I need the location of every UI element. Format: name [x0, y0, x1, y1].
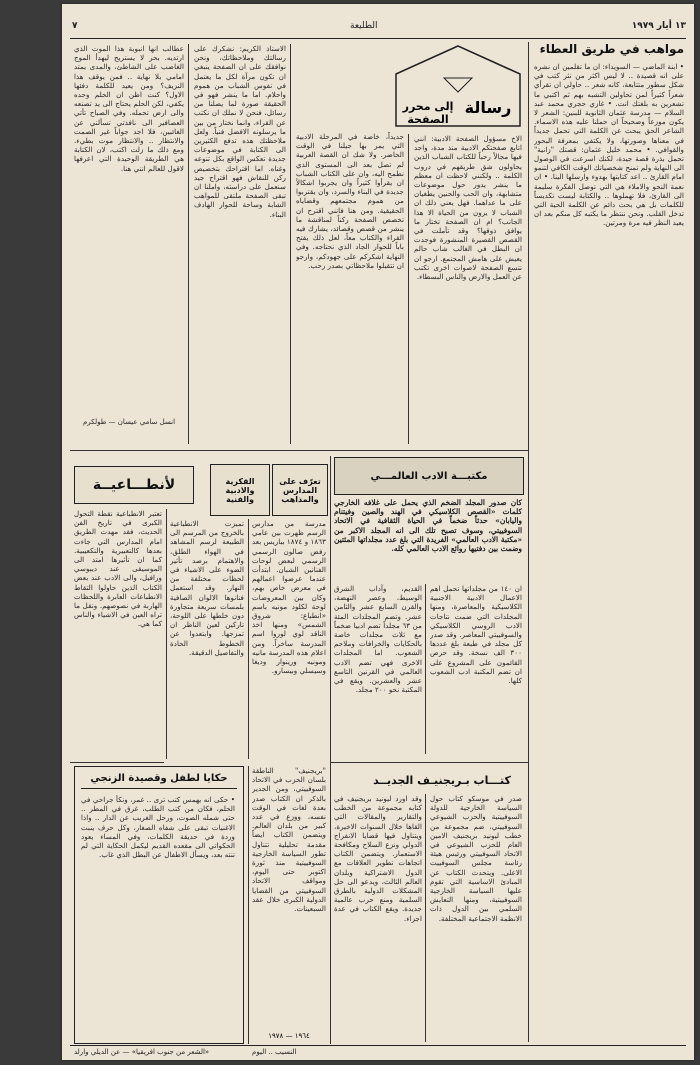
story-body: • حكى انه يهمس كتب ترى .. غمر، ونكأ جراحي في الحلم، فكان من كتب الطلب، غرق في المطر .. حتى شمله الصوت، ورحل الغريب عن الدار .. واذا الاغنيات تبقى على شفاه الصغار، وكل حرف ينبت وردة في حديقة الكلمات، وفي المساء يعود الحكواتي الى مقعده القديم ليكمل الحكاية التي لم تنته بعد، ويسأل الاطفال عن البطل الذي غاب. — [81, 795, 235, 860]
story-box — [74, 766, 244, 1044]
column-divider — [248, 766, 249, 1044]
library-col-1: ان ١٤٠ من مجلداتها تحمل اهم الاعمال الادبية الاجنبية الكلاسيكية والمعاصرة، ومنها المجلدات التي ضمت نتاجات الادب الروسي الكلاسيكي والسوفييتي المعاصر. وقد صدر كل مجلد في طبعة بلغ عددها ٣٠٠ الف نسخة. وقد حرص القائمون على المشروع على ان تضم المكتبة ادب الشعوب كلها. — [430, 584, 522, 686]
right-column-body: • ابنة الماضي — السويداء: ان ما تقلمين ان نشره على انه قصيدة .. لا ليس اكثر من نثر كتب في شكل سطور متتابعة، كانه شعر .. حاولي ان تقرأي شعراً كثيراً لمن تحاولين التشبه بهم ثم اكتبي ما تشعرين به بلغتك انت. • غازي حجري محمد عبد السلام — مدرسة عثمان الثانوية للبنين: الشعر لا يكون موزعاً وصحيحاً ان حملنا عليه هذه الاسماء. الشاعر الحق يبحث عن الكلمة التي تحمل جديداً في معناها وصورتها، ولا يكتفي بمعرفة البحور والقوافي. • محمد خليل عثمان: قصتك "زانية" تحمل بذرة قصة جيدة، لكنك اسرعت في الوصول الى النهاية ولم تمنح شخصياتك الوقت الكافي لتنمو امام القارئ .. اعد كتابتها بهدوء وارسلها الينا. • ان نعمة النحو والاملاء هي التي توصل الفكرة سليمة الى القارئ، فلا تهملوها .. والكتابة ليست تكديساً للكلمات بل هي بحث دائم عن الكلمة الحية التي تدخل القلب. ونحن ننتظر ما يكتبه كل منكم بعد ان يعيد النظر فيه مرة ومرتين. — [534, 62, 684, 228]
poster-box-top — [210, 464, 270, 516]
book-col-1: صدر في موسكو كتاب حول السياسة الخارجية للدولة السوفييتية والحزب الشيوعي السوفييتي، ضم مجموعة من خطب ليونيد بريجنيف الامين العام للحزب الشيوعي في الاتحاد السوفييتي ورئيس هيئة رئاسة مجلس السوفييت الاعلى. ويتحدث الكتاب عن المبادئ الاساسية التي تقوم عليها السياسة الخارجية السوفييتية، ومنها التعايش السلمي بين الدول ذات الانظمة الاجتماعية المختلفة. — [430, 794, 522, 923]
column-divider — [290, 44, 291, 444]
footer-right: «الشعر من جنوب افريقيا» — عن الديلي وارلد — [74, 1048, 210, 1056]
poster-top-text: القكرية والادبية والفنية — [225, 476, 255, 504]
publication-name: الطليعة — [350, 21, 378, 31]
column-divider — [425, 794, 426, 1042]
header-rule — [70, 38, 686, 39]
library-lead: كان صدور المجلد الضخم الذي يحمل على غلافه الخارجي كلمات «القصص الكلاسيكي في الهند والصين وفيتنام واليابان» حدثاً ضخماً في الحياة الثقافية في الاتحاد السوفييتي، وسوف تصبح تلك الى انه المجلد الاكبر من «مكتبة الادب العالمي» الفريدة التي بلغ عدد مجلداتها المئتين وضمت بين دفتيها روائع الادب العالمي كله. — [334, 498, 522, 554]
issue-date: ١٣ أيار ١٩٧٩ — [631, 21, 686, 31]
library-col-2: القديم، وآداب الشرق الوسيط، وعصر النهضة، والقرن السابع عشر والثامن عشر. وتضم المجلدات المئة من ٦٣ مجلداً تضم ادبيا ضخماً مع ثلاث مجلدات خاصة بالحكايات والخرافات وملاحم الشعوب. اما المجلدات الاخرى فهي تضم الادب العالمي في القرنين التاسع عشر والعشرين. ويقع في المكتبة نحو ٢٠٠ مجلد. — [334, 584, 422, 695]
middle-col-3: تعتبر الانطباعية نقطة التحول الكبرى في تاريخ الفن الحديث، فقد مهدت الطريق امام المدارس التي جاءت بعدها كالتعبيرية والتكعيبية. كما ان تأثيرها امتد الى الموسيقى عند ديبوسي ورافيل، والى الادب عند بعض الكتاب الذين حاولوا التقاط الانطباعات العابرة واللحظات الهاربة في نصوصهم. ونقل ما تراه العين في الاشياء والناس كما هي. — [74, 509, 162, 629]
letter-col-1: الاخ مسؤول الصفحة الادبية: انني اتابع صفحتكم الادبية منذ مدة، واجد فيها مجالاً رحباً للكتاب الشباب الذين يحاولون شق طريقهم في دروب الكلمة .. ولكنني لاحظت ان معظم ما ينشر يدور حول موضوعات متشابهة، وان الحب والحنين يطغيان على ما عداهما. فهل يعني ذلك ان الشباب لا يرون من الحياة الا هذا الجانب؟ ام ان الصفحة تختار ما يوافق ذوقها؟ وقد تأملت في القصص القصيرة المنشورة فوجدت ان البطل في الغالب شاب حالم يعيش على هامش المجتمع. ارجو ان تتسع الصفحة لاصوات اخرى تكتب عن العمل والارض والناس البسطاء. — [414, 134, 522, 282]
letter-col-2: جديداً، خاصة في المرحلة الادبية التي يمر بها جيلنا في الوقت الحاضر. ولا شك ان القصة العربية لم تصل بعد الى المستوى الذي نطمح اليه، وان على الكتاب الشباب ان يقرأوا كثيراً وان يجربوا اشكالاً جديدة في البناء والسرد، وان يقتربوا من هموم مجتمعهم وقضاياه الحقيقية. ومن هنا فانني اقترح ان تخصص الصفحة ركناً لمناقشة ما ينشر من قصص وقصائد، يشارك فيه القراء والكتاب معاً، لعل ذلك يفتح باباً للحوار الجاد الذي نحتاجه. وفي النهاية اشكركم على جهودكم، وارجو ان تتقبلوا ملاحظاتي بصدر رحب. — [296, 132, 404, 270]
right-column-headline: مواهب في طريق العطاء — [539, 42, 684, 56]
footer-left: النسيب .. اليوم — [252, 1048, 297, 1056]
impressionism-title: لأنطـــاعيــة — [92, 477, 176, 493]
library-headline-box — [334, 457, 524, 495]
impressionism-title-box — [74, 466, 194, 504]
poster-box-bottom — [272, 464, 328, 516]
letter-subtitle: إلى محرر الصفحة — [402, 100, 454, 126]
book-col-3: "بريجنيف" الناطقة بلسان الحزب في الاتحاد السوفييتي، ومن الجدير بالذكر ان الكتاب صدر بعدة لغات في الوقت نفسه، ووزع في عدد كبير من بلدان العالم. ويتضمن الكتاب ايضاً مقدمة تحليلية تتناول تطور السياسة الخارجية السوفييتية منذ ثورة اكتوبر حتى اليوم، ومواقف الاتحاد السوفييتي من القضايا الدولية الكبرى خلال عقد السبعينات. — [252, 766, 326, 914]
poster-bottom-text: تعرّف على المدارس والمذاهب — [279, 476, 321, 504]
library-headline: مكتبـــة الادب العالمـــي — [370, 471, 488, 482]
letter-signature: انسل سامي عيسان — طولكرم — [82, 418, 176, 426]
column-divider — [330, 764, 331, 1044]
book-col-2: وقد اورد ليونيد بريجنيف في كتابه مجموعة من الخطب والتقارير والمقالات التي القاها خلال السنوات الاخيرة، ويتناول فيها قضايا الانفراج الدولي ونزع السلاح ومكافحة الاستعمار. ويتضمن الكتاب اتجاهات تطوير العلاقات مع الدول الاشتراكية وبلدان العالم الثالث، ويدعو الى حل المشكلات الدولية بالطرق السلمية ومنع حرب عالمية جديدة. ويقع الكتاب في عدة اجزاء. — [334, 794, 422, 923]
section-rule — [330, 762, 528, 763]
section-rule — [70, 762, 164, 763]
page-header — [70, 18, 686, 36]
letter-col-3: الاستاذ الكريم: نشكرك على رسالتك وملاحظاتك، ونحن نوافقك على ان الصفحة ينبغي ان تكون مرآة لكل ما يعتمل في نفوس الشباب من هموم واحلام. اما ما ينشر فهو في الحقيقة صورة لما يصلنا من رسائل، فنحن لا نملك ان نكتب عن القراء، وانما نختار من بين ما يرسلونه الافضل فنياً. ولعل ملاحظتك هذه تدفع الكثيرين الى الكتابة في موضوعات جديدة تعكس الواقع بكل تنوعه وغناه. اما اقتراحك بتخصيص ركن للنقاش فهو اقتراح جيد سنعمل على دراسته، واملنا ان تبقى الصفحة ملتقى للمواهب الشابة وساحة للحوار الهادف البناء. — [194, 44, 286, 219]
section-rule — [70, 450, 528, 451]
letter-title: رسالة — [464, 98, 512, 117]
column-divider — [528, 42, 529, 1042]
page-number: ٧ — [72, 21, 78, 31]
column-divider — [408, 134, 409, 444]
book-dates: ١٩٦٤ — ١٩٧٨ — [268, 1032, 310, 1040]
middle-col-1: مدرسة من مدارس الرسم ظهرت بين عامي ١٨٦٣ و ١٨٧٤ بباريس بعد رفض صالون الرسمي الرسمي لبعض لوحات الفنانين الشبان. ابتدأت عندما عرضوا اعمالهم في معرض خاص بهم، وكان بين المعروضات لوحة لكلود مونيه باسم «انطباع: شروق الشمس» ومنها اخذ الناقد لوي لوروا اسم المدرسة ساخراً. ومن اعلام هذه المدرسة مانيه ومونيه ورينوار وديغا وسيسلي وبيسارو. — [252, 519, 326, 676]
column-divider — [248, 519, 249, 759]
book-headline: كتـــاب بـريجنيـف الجديــد — [373, 774, 511, 787]
newspaper-page — [62, 4, 694, 1060]
column-divider — [330, 456, 331, 766]
column-divider — [188, 44, 189, 444]
footer-rule — [70, 1045, 686, 1046]
column-divider — [425, 584, 426, 754]
column-divider — [166, 509, 167, 759]
story-headline: حكايا لطفل وقصيدة الزنجي — [81, 773, 237, 789]
letter-col-4: عطالب انها انبوبة هذا الموت الذي ارتديه. بحر لا يستريح ليهدأ الموج الغاضب على الشاطئ، والمدى يمتد امامي بلا نهاية .. فمن يوقف هذا النزيف؟ ومن يعيد للكلمة دفئها الاول؟ كنت اظن ان الحلم وحده يكفي، لكن الحلم يحتاج الى يد تصنعه والى ارض تحمله. وفي الصباح تأتي العصافير الى نافذتي تسألني عن الغائبين، فلا اجد جواباً غير الصمت والانتظار .. والانتظار موت بطيء. ومع ذلك ما زلت اكتب، لان الكتابة هي الطريقة الوحيدة التي اعرفها لاقول للعالم انني هنا. — [74, 44, 184, 173]
middle-col-2: تميزت الانطباعية بالخروج من المرسم الى الطبيعة لرسم المشاهد في الهواء الطلق، والاهتمام برصد تأثير الضوء على الاشياء في لحظات مختلفة من النهار. وقد استعمل فنانوها الالوان الصافية بلمسات سريعة متجاورة دون خلطها على اللوحة، تاركين لعين الناظر ان تمزجها. وابتعدوا عن الخطوط الحادة والتفاصيل الدقيقة. — [170, 519, 244, 657]
